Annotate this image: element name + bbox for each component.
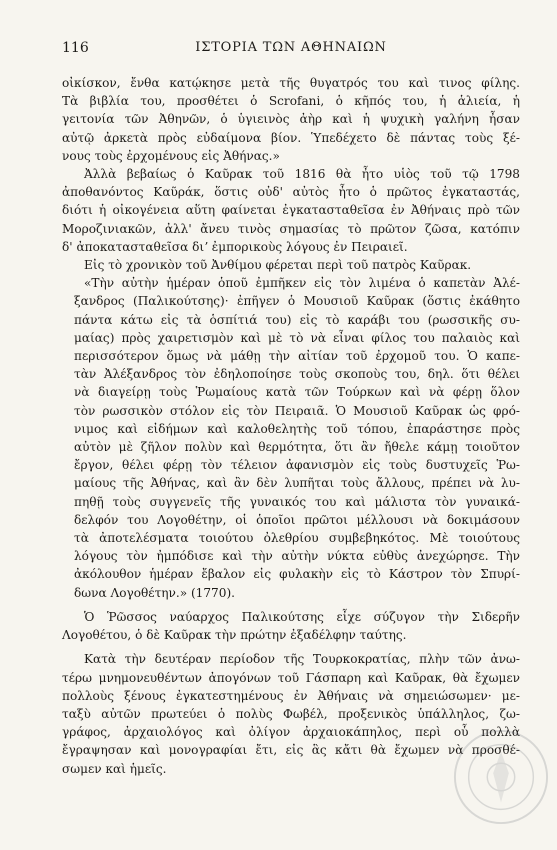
text-line: Τὰ βιβλία του, προσθέτει ὁ Scrofani, ὁ κῆπός του, ἡ ἁλιεία, ἡ — [62, 94, 520, 109]
text-line: νους τοὺς ἐρχομένους εἰς Ἀθήνας.» — [62, 148, 280, 163]
text-line: ἀκόλουθον ἡμέραν ἔβαλον εἰς φυλακὴν εἰς τὸ Κάστρον τὸν Σπυρί- — [74, 567, 520, 582]
text-line: νιμος καὶ εἰδήμων καὶ καλοθελητὴς τοῦ τόπου, ἐπαράστησε πρὸς — [74, 421, 520, 436]
text-line: γράφος, ἀρχαιολόγος καὶ ὀλίγον ἀρχαιοκάπηλος, περὶ οὗ πολλὰ — [62, 725, 520, 740]
text-line: ἀποθανόντος Καῦράκ, ὅστις οὐδ' αὐτὸς ἦτο ὁ πρῶτος ἐγκαταστάς, — [62, 185, 520, 200]
text-line: γειτονία τῶν Ἀθηνῶν, ὁ ὑγιεινὸς ἀὴρ καὶ ἡ ψυχικὴ γαλήνη ἦσαν — [62, 112, 520, 127]
text-line: πάντα κάτω εἰς τὰ ὁσπίτιά του) εἰς τὸ καράβι του (ρωσσικῆς συ- — [74, 312, 520, 327]
text-line: Κατὰ τὴν δευτέραν περίοδον τῆς Τουρκοκρατίας, πλὴν τῶν ἀνω- — [84, 652, 520, 667]
text-line: διότι ἡ οἰκογένεια αὕτη φαίνεται ἐγκατασταθεῖσα ἐν Ἀθήναις πρὸ τῶν — [62, 203, 520, 218]
text-line: μαίους τῆς Ἀθήνας, καὶ ἂν δὲν λυπῆται τοὺς ἄλλους, πρέπει νὰ λυ- — [74, 476, 520, 491]
text-line: νὰ διαγείρῃ τοὺς Ῥωμαίους κατὰ τῶν Τούρκων καὶ νὰ φέρῃ ὅλον — [74, 385, 520, 400]
text-line: περισσότερον ὅμως νὰ μάθῃ τὴν αἰτίαν τοῦ ἐρχομοῦ του. Ὁ καπε- — [74, 349, 520, 364]
text-line: ξανδρος (Παλικούτσης)· ἐπῆγεν ὁ Μουσιοῦ Καῦρακ (ὅστις ἐκάθητο — [74, 294, 520, 309]
library-stamp-icon — [452, 728, 550, 826]
text-line: δ' ἀποκατασταθεῖσα διʼ ἐμπορικοὺς λόγους ἐν Πειραιεῖ. — [62, 239, 408, 254]
text-line: ἔργον, θέλει φέρῃ τὸν τέλειον ἀφανισμὸν εἰς τοὺς δυστυχεῖς Ῥω- — [74, 458, 520, 473]
text-line: λόγους τὸν ἠμπόδισε καὶ τὴν αὐτὴν νύκτα εὐθὺς ἀνεχώρησε. Τὴν — [74, 549, 520, 564]
text-line: «Τὴν αὐτὴν ἡμέραν ὁποῦ ἐμπῆκεν εἰς τὸν λιμένα ὁ καπετὰν Ἀλέ- — [84, 276, 520, 291]
text-line: αὐτῷ ἀρκετὰ πρὸς εὐδαίμονα βίον. Ὑπεδέχετο δὲ πάντας τοὺς ξέ- — [62, 130, 520, 145]
text-line: μαίας) πρὸς χαιρετισμὸν καὶ μὲ τὸ νὰ εἶναι φίλος του παλαιὸς καὶ — [74, 330, 520, 345]
page-number: 116 — [62, 40, 89, 56]
text-line: Μοροζινιακῶν, ἀλλ' ἄνευ τινὸς σημασίας τὸ πρῶτον ζῶσα, κατόπιν — [62, 221, 520, 236]
text-line: πολλοὺς ξένους ἐγκατεστημένους ἐν Ἀθήναις νὰ σημειώσωμεν· με- — [62, 688, 520, 703]
text-line: σωμεν καὶ ἡμεῖς. — [62, 761, 167, 776]
text-line: δωνα Λογοθέτην.» (1770). — [74, 585, 236, 600]
text-line: αὐτὸν μὲ ζῆλον πολὺν καὶ θερμότητα, ὅτι ἂν ἤθελε κάμῃ τοιοῦτον — [74, 440, 520, 455]
text-line: οἰκίσκον, ἔνθα κατῴκησε μετὰ τῆς θυγατρός του καὶ τινος φίλης. — [62, 76, 520, 90]
text-line: τὸν ρωσσικὸν στόλον εἰς τὸν Πειραιᾶ. Ὁ Μουσιοῦ Καῦρακ ὡς φρό- — [74, 403, 520, 418]
page-header — [62, 40, 520, 62]
book-page — [62, 40, 520, 778]
text-line: τέρω μνημονευθέντων ἀπογόνων τοῦ Γάσπαρη καὶ Καῦρακ, θὰ ἔχωμεν — [62, 670, 520, 685]
running-title: ΙΣΤΟΡΙΑ ΤΩΝ ΑΘΗΝΑΙΩΝ — [195, 40, 387, 55]
text-line: ἔγραψησαν καὶ μονογραφίαι ἔτι, εἰς ἃς κἄτι θὰ ἔχωμεν νὰ προσθέ- — [62, 743, 520, 758]
body-text — [62, 74, 520, 778]
text-line: Ὁ Ῥῶσσος ναύαρχος Παλικούτσης εἶχε σύζυγον τὴν Σιδερῆν — [84, 609, 520, 624]
text-line: Εἰς τὸ χρονικὸν τοῦ Ἀνθίμου φέρεται περὶ τοῦ πατρὸς Καῦρακ. — [84, 258, 472, 273]
text-line: Ἀλλὰ βεβαίως ὁ Καῦρακ τοῦ 1816 θὰ ἦτο υἱὸς τοῦ τῷ 1798 — [84, 167, 520, 182]
text-line: ταξὺ αὐτῶν πρωτεύει ὁ πολὺς Φωβέλ, προξενικὸς ὑπάλληλος, ζω- — [62, 706, 520, 721]
text-line: τὰν Ἀλέξανδρος τὸν ἐδηλοποίησε τοὺς σκοποὺς του, δηλ. ὅτι θέλει — [74, 367, 520, 382]
text-line: δελφόν του Λογοθέτην, οἱ ὁποῖοι πρῶτοι μέλλουσι νὰ δοκιμάσουν — [74, 512, 520, 527]
text-line: τὰ ἀποτελέσματα τοιούτου ὀλεθρίου συμβεβηκότος. Μὲ τοιούτους — [74, 531, 520, 546]
text-line: πηθῇ τοὺς συγγενεῖς τῆς γυναικός του καὶ μάλιστα τὸν γυναικά- — [74, 494, 520, 509]
text-line: Λογοθέτου, ὁ δὲ Καῦρακ τὴν πρώτην ἐξαδέλφην ταύτης. — [62, 628, 407, 643]
